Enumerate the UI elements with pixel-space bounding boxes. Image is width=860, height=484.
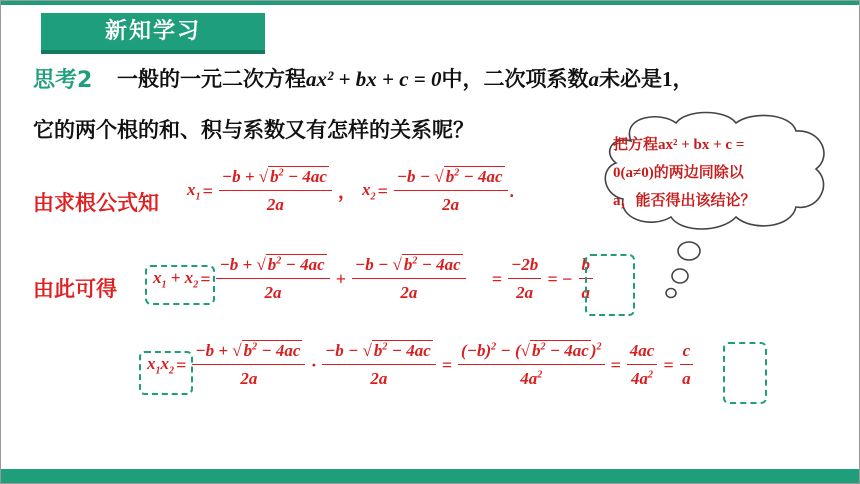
bottom-accent-bar [1, 469, 859, 483]
top-accent-line [1, 1, 859, 5]
question-prefix: 一般的一元二次方程 [117, 67, 306, 91]
section-title: 新知学习 [41, 13, 265, 54]
root-formula: $x_1$ = $\frac{-b + √ b^2 - 4ac}{2a}$ ， $x_2$ = $\frac{-b - √ b^2 - 4ac}{2a}$ . [187, 167, 515, 214]
sum-formula: $x_1 + x_2$ = $\frac{-b + √ b^2 - 4ac}{2a}$ + $\frac{-b - √ b^2 - 4ac}{2a}$ = $\frac{-2b}{2a}$ = − $\frac{b}{a}$ [153, 255, 593, 303]
question-var: a [588, 67, 600, 91]
think-label: 思考2 [33, 68, 93, 93]
product-formula: $x_1x_2$ = $\frac{-b + √ b^2 - 4ac}{2a}$ · $\frac{-b - √ b^2 - 4ac}{2a}$ = $\frac{(-b)^2 - (√ b^2 - 4ac )^2}{4a^2}$ = $\frac{4ac}{4a^2}$ = $\frac{c}{a}$ [147, 341, 693, 389]
cloud-line-3: a，能否得出该结论？ [613, 193, 756, 209]
formula-separator: ， [337, 182, 356, 202]
cloud-line-1: 把方程ax² + bx + c = [613, 137, 745, 153]
derive-row-label: 由此可得 [33, 277, 117, 301]
question-line-2: 它的两个根的和、积与系数又有怎样的关系呢？ [33, 118, 474, 142]
question-line-1 [117, 63, 694, 93]
cloud-text [613, 131, 823, 215]
question-equation: ax² + bx + c = 0 [306, 67, 442, 91]
question-mid: 中，二次项系数 [441, 67, 589, 91]
formula-row-label: 由求根公式知 [33, 191, 159, 215]
product-result-box [723, 342, 767, 404]
question-suffix: 未必是1， [599, 67, 694, 91]
x1-fraction: $\frac{-b + √ b^2 - 4ac}{2a}$ [219, 167, 332, 215]
x2-fraction: $\frac{-b - √ b^2 - 4ac}{2a}$ [394, 167, 508, 215]
formula-end: . [509, 180, 515, 201]
cloud-line-2: 0(a≠0)的两边同除以 [613, 165, 744, 181]
sum-result-box [585, 254, 635, 316]
